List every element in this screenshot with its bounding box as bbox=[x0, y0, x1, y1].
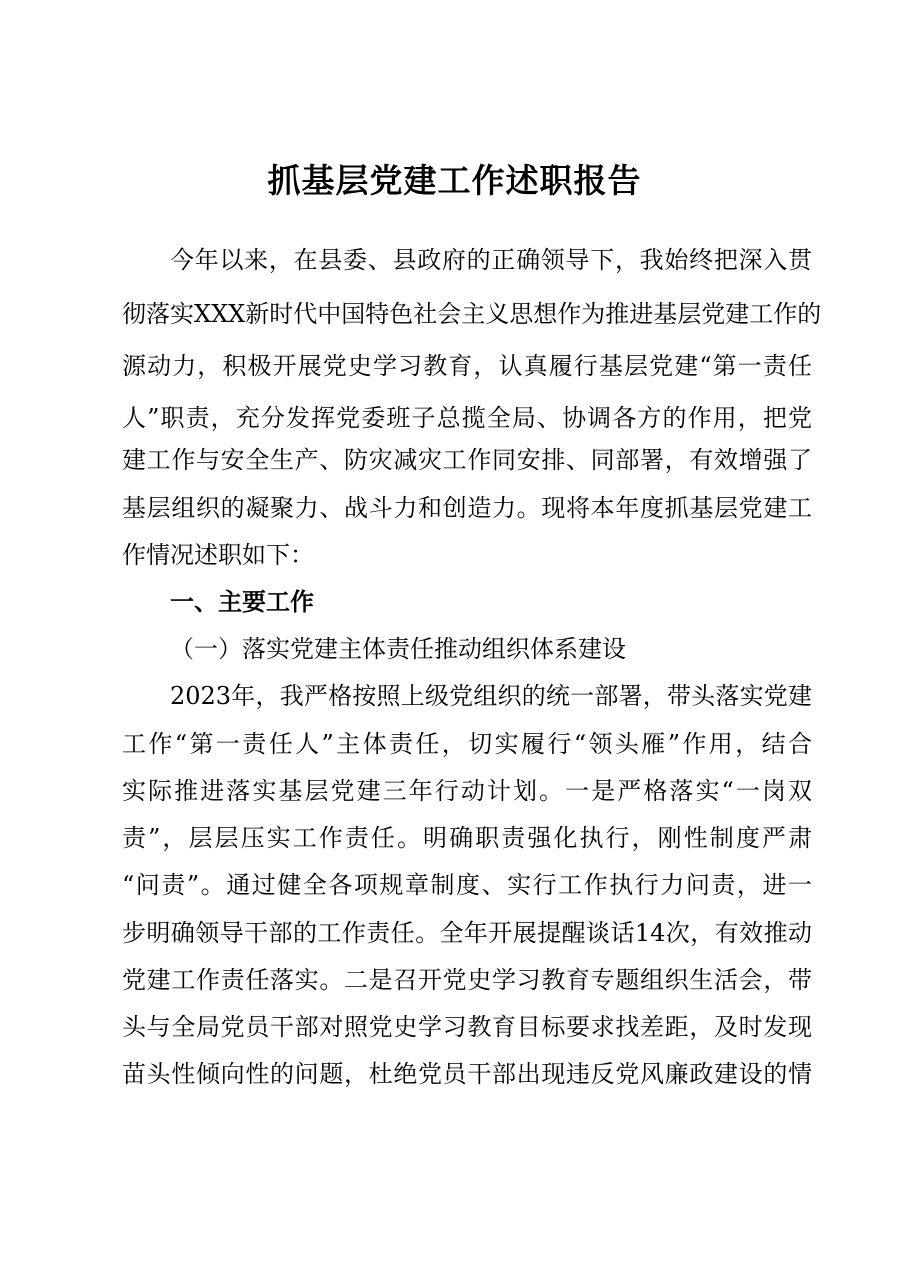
paragraph-line: 彻落实XXX新时代中国特色社会主义思想作为推进基层党建工作的 bbox=[122, 300, 822, 328]
document-title: 抓基层党建工作述职报告 bbox=[267, 161, 642, 200]
section-heading: 一、主要工作 bbox=[170, 588, 314, 616]
paragraph-line: 作情况述职如下： bbox=[122, 541, 314, 569]
paragraph-line: 基层组织的凝聚力、战斗力和创造力。现将本年度抓基层党建工 bbox=[122, 494, 812, 522]
paragraph-line: 建工作与安全生产、防灾减灾工作同安排、同部署，有效增强了 bbox=[122, 446, 812, 474]
paragraph-line: 实际推进落实基层党建三年行动计划。一是严格落实“一岗双 bbox=[122, 777, 812, 805]
paragraph-line: 工作“第一责任人”主体责任，切实履行“领头雁”作用，结合 bbox=[122, 730, 812, 758]
paragraph-line: “问责”。通过健全各项规章制度、实行工作执行力问责，进一 bbox=[122, 871, 812, 899]
paragraph-line: 源动力，积极开展党史学习教育，认真履行基层党建“第一责任 bbox=[122, 352, 812, 380]
paragraph-line: 2023年，我严格按照上级党组织的统一部署，带头落实党建 bbox=[170, 682, 812, 710]
paragraph-line: 步明确领导干部的工作责任。全年开展提醒谈话14次，有效推动 bbox=[122, 919, 812, 947]
paragraph-line: 头与全局党员干部对照党史学习教育目标要求找差距，及时发现 bbox=[122, 1013, 812, 1041]
paragraph-line: 今年以来，在县委、县政府的正确领导下，我始终把深入贯 bbox=[170, 246, 812, 274]
paragraph-line: 人”职责，充分发挥党委班子总揽全局、协调各方的作用，把党 bbox=[122, 404, 812, 432]
paragraph-line: 党建工作责任落实。二是召开党史学习教育专题组织生活会，带 bbox=[122, 966, 812, 994]
paragraph-line: 责”，层层压实工作责任。明确职责强化执行，刚性制度严肃 bbox=[122, 824, 812, 852]
subsection-heading: （一）落实党建主体责任推动组织体系建设 bbox=[170, 635, 626, 663]
paragraph-line: 苗头性倾向性的问题，杜绝党员干部出现违反党风廉政建设的情 bbox=[122, 1060, 812, 1088]
